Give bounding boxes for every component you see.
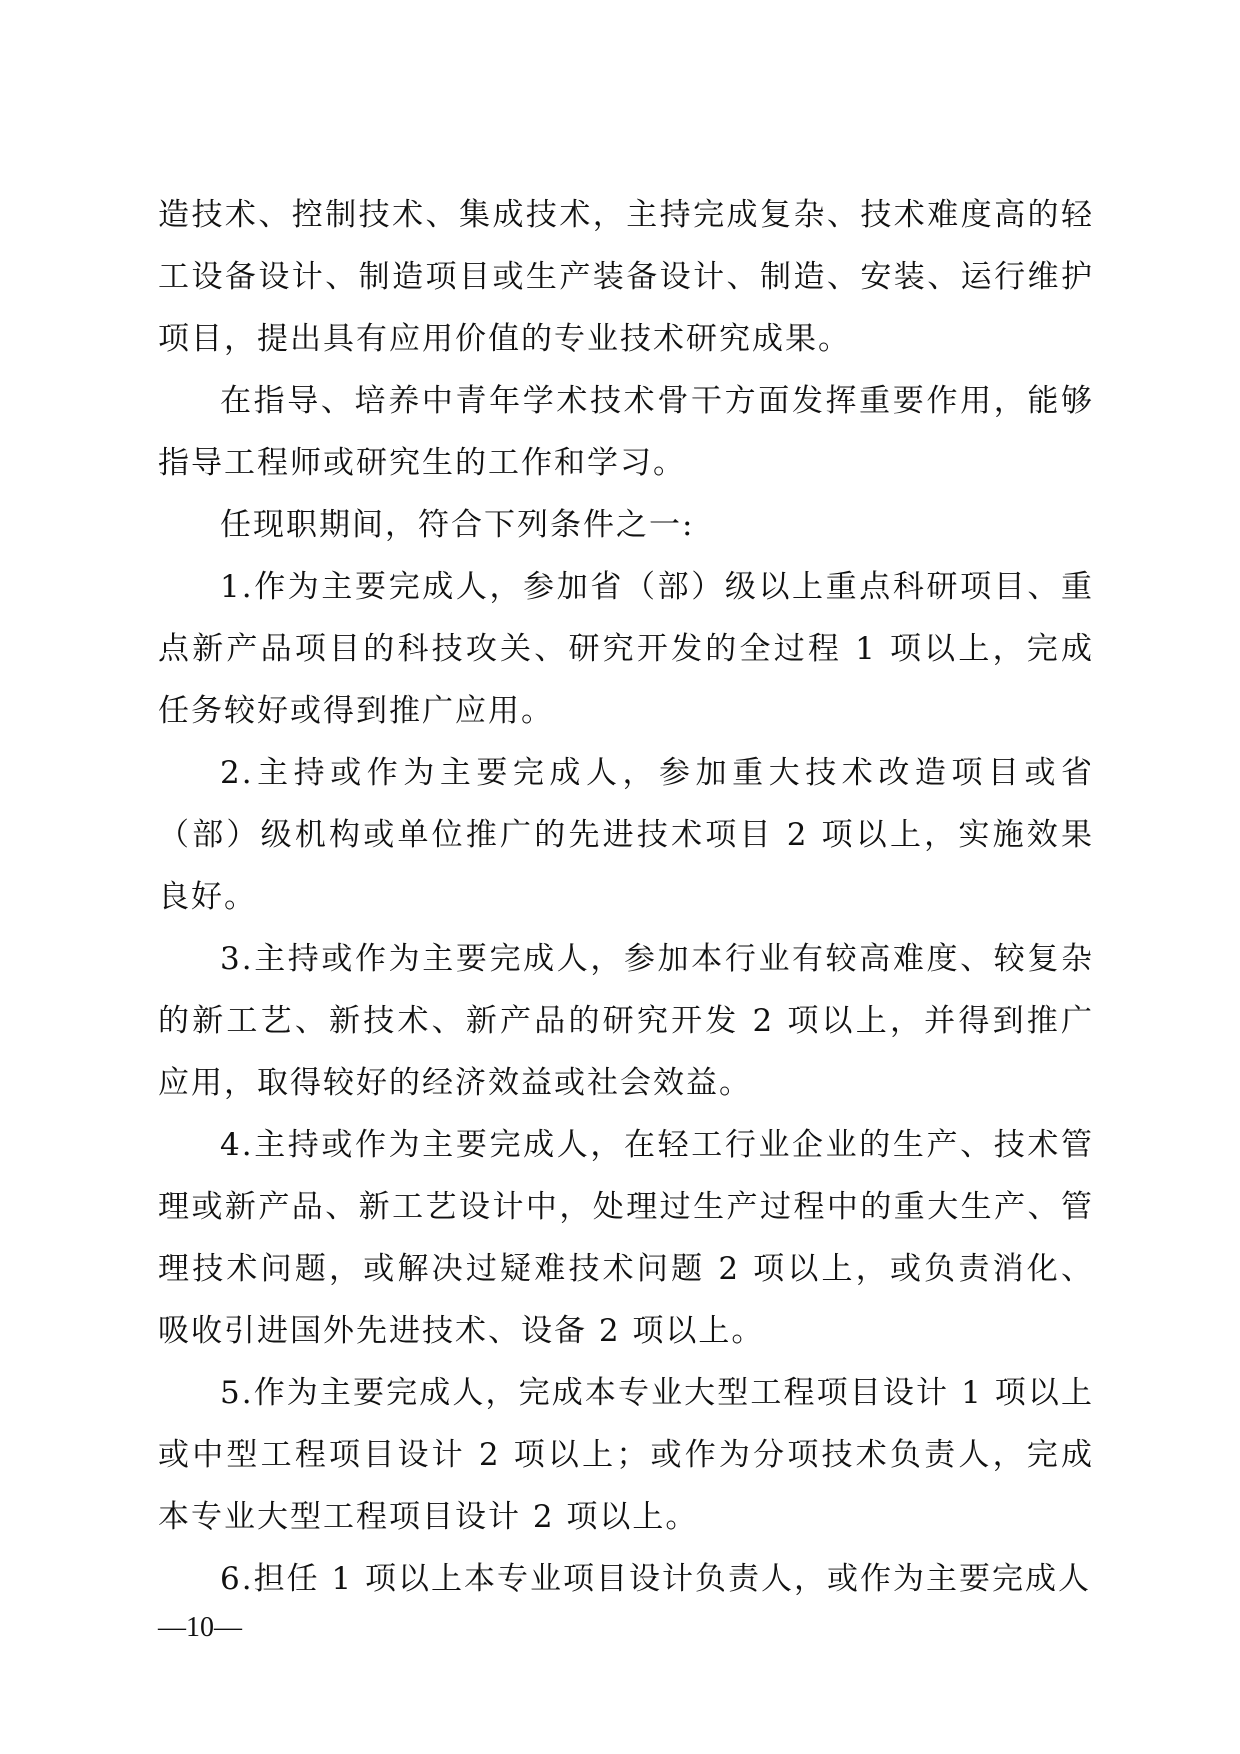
body-text	[158, 184, 1094, 1610]
condition-item-2: 2.主持或作为主要完成人，参加重大技术改造项目或省（部）级机构或单位推广的先进技术项目 2 项以上，实施效果良好。	[158, 755, 1094, 915]
condition-item-6: 6.担任 1 项以上本专业项目设计负责人，或作为主要完成人	[220, 1561, 1092, 1597]
condition-item-1: 1.作为主要完成人，参加省（部）级以上重点科研项目、重点新产品项目的科技攻关、研究开发的全过程 1 项以上，完成任务较好或得到推广应用。	[158, 569, 1094, 729]
condition-item-3: 3.主持或作为主要完成人，参加本行业有较高难度、较复杂的新工艺、新技术、新产品的研究开发 2 项以上，并得到推广应用，取得较好的经济效益或社会效益。	[158, 941, 1094, 1101]
page-number: —10—	[158, 1612, 242, 1643]
paragraph-mentoring: 在指导、培养中青年学术技术骨干方面发挥重要作用，能够指导工程师或研究生的工作和学习。	[158, 383, 1094, 481]
condition-item-4: 4.主持或作为主要完成人，在轻工行业企业的生产、技术管理或新产品、新工艺设计中，处理过生产过程中的重大生产、管理技术问题，或解决过疑难技术问题 2 项以上，或负责消化、吸收引进国外先进技术、设备 2 项以上。	[158, 1127, 1094, 1349]
condition-item-5: 5.作为主要完成人，完成本专业大型工程项目设计 1 项以上或中型工程项目设计 2 项以上；或作为分项技术负责人，完成本专业大型工程项目设计 2 项以上。	[158, 1375, 1094, 1535]
paragraph-conditions-intro: 任现职期间，符合下列条件之一:	[220, 507, 695, 543]
paragraph-continuation: 造技术、控制技术、集成技术，主持完成复杂、技术难度高的轻工设备设计、制造项目或生产装备设计、制造、安装、运行维护项目，提出具有应用价值的专业技术研究成果。	[158, 197, 1094, 357]
